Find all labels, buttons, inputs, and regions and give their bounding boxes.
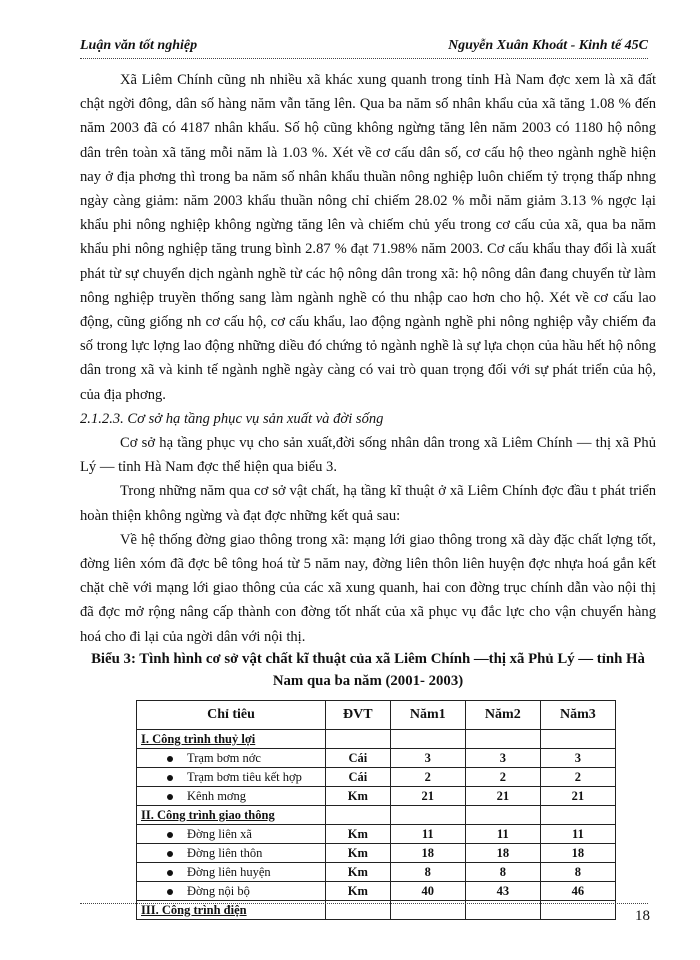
unit-cell: Km [326, 863, 391, 882]
table-row [137, 787, 616, 806]
document-body [80, 68, 656, 649]
value-cell: 3 [465, 749, 540, 768]
bullet-icon [167, 889, 173, 895]
table-header-row [137, 701, 616, 730]
bullet-icon [167, 756, 173, 762]
bullet-icon [167, 775, 173, 781]
group-label: II. Công trình giao thông [137, 806, 326, 825]
group-label: III. Công trình điện [137, 901, 326, 920]
unit-cell: Km [326, 882, 391, 901]
value-cell: 11 [390, 825, 465, 844]
bullet-icon [167, 870, 173, 876]
table-row [137, 844, 616, 863]
value-cell: 8 [540, 863, 615, 882]
value-cell: 43 [465, 882, 540, 901]
header-divider [80, 58, 648, 59]
item-cell [137, 749, 326, 768]
empty-cell [465, 730, 540, 749]
value-cell: 21 [540, 787, 615, 806]
column-header: ĐVT [326, 701, 391, 730]
value-cell: 3 [390, 749, 465, 768]
paragraph: Về hệ thống đờng giao thông trong xã: mạng lới giao thông trong xã dày đặc chất lợng tốt, đờng liên xóm đã đợc bê tông hoá từ 5 năm nay, đờng liên thôn liên huyện đợc nhựa hoá gắn kết chặt chẽ với mạng lới giao thông của các xã xung quanh, hai con đờng trục chính dẫn vào nội thị đã đợc mở rộng nâng cấp thành con đờng tốt nhất của xã phục vụ đắc lực cho vận chuyển hàng hoá cho đi lại của ngời dân với nội thị. [80, 531, 656, 645]
value-cell: 18 [390, 844, 465, 863]
empty-cell [540, 806, 615, 825]
item-label: Đờng liên huyện [187, 864, 271, 879]
item-cell [137, 882, 326, 901]
table-row [137, 882, 616, 901]
value-cell: 11 [540, 825, 615, 844]
bullet-icon [167, 851, 173, 857]
footer-divider [80, 903, 648, 904]
table-row [137, 863, 616, 882]
table-row [137, 825, 616, 844]
value-cell: 18 [465, 844, 540, 863]
value-cell: 11 [465, 825, 540, 844]
header-thesis-label: Luận văn tốt nghiệp [80, 38, 198, 53]
table-group-row [137, 730, 616, 749]
paragraph: Xã Liêm Chính cũng nh nhiều xã khác xung quanh trong tỉnh Hà Nam đợc xem là xã đất chật ngời đông, dân số hàng năm vẫn tăng lên. Qua ba năm số nhân khẩu của xã tăng 1.08 % đến năm 2003 đã có 4187 nhân khẩu. Số hộ cũng không ngừng tăng lên năm 2003 có 1180 hộ nông dân trên toàn xã tăng mỗi năm là 1.03 %. Xét về cơ cấu dân số, cơ cấu hộ theo ngành nghề hiện nay ở địa phơng thì trong ba năm số nhân khẩu thuần nông nghiệp luôn chiếm tỷ trọng thấp nhng ngày càng giảm: năm 2003 khẩu thuần nông chỉ chiếm 28.02 % mỗi năm giảm 3.13 % ngợc lại khẩu phi nông nghiệp không ngừng tăng lên và chiếm chủ yếu trong cơ cấu của xã, qua ba năm khẩu phi nông nghiệp tăng trung bình 2.87 % đạt 71.98% năm 2003. Cơ cấu khẩu thay đổi là xuất phát từ sự chuyển dịch ngành nghề từ các hộ nông dân trong xã: hộ nông dân đang chuyển từ làm nông nghiệp truyền thống sang làm ngành nghề có thu nhập cao hơn cho hộ. Xét về cơ cấu lao động, cũng giống nh cơ cấu hộ, cơ cấu khẩu, lao động ngành nghề phi nông nghiệp vẫy chiếm đa số trong lực lợng lao động những diều đó chứng tỏ ngành nghề là sự lựa chọn của hầu hết hộ nông dân trong xã và kinh tế ngành nghề ngày càng có vai trò quan trọng đối với sự phát triển của hộ, của địa phơng. [80, 72, 656, 403]
unit-cell: Km [326, 825, 391, 844]
value-cell: 2 [390, 768, 465, 787]
value-cell: 8 [390, 863, 465, 882]
unit-cell: Cái [326, 768, 391, 787]
empty-cell [465, 806, 540, 825]
item-label: Trạm bơm tiêu kết hợp [187, 769, 302, 784]
column-header: Năm2 [465, 701, 540, 730]
unit-cell: Km [326, 787, 391, 806]
value-cell: 2 [465, 768, 540, 787]
column-header: Chỉ tiêu [137, 701, 326, 730]
value-cell: 8 [465, 863, 540, 882]
paragraph: Cơ sở hạ tầng phục vụ cho sản xuất,đời sống nhân dân trong xã Liêm Chính — thị xã Phủ Lý — tỉnh Hà Nam đợc thể hiện qua biểu 3. [80, 435, 656, 476]
table-group-row [137, 806, 616, 825]
column-header: Năm1 [390, 701, 465, 730]
value-cell: 40 [390, 882, 465, 901]
unit-cell: Km [326, 844, 391, 863]
table-row [137, 749, 616, 768]
value-cell: 2 [540, 768, 615, 787]
empty-cell [390, 730, 465, 749]
table-body [137, 730, 616, 920]
page-number: 18 [635, 908, 650, 924]
item-label: Đờng liên xã [187, 826, 252, 841]
item-cell [137, 844, 326, 863]
value-cell: 3 [540, 749, 615, 768]
item-cell [137, 863, 326, 882]
unit-cell: Cái [326, 749, 391, 768]
bullet-icon [167, 794, 173, 800]
item-label: Kênh mơng [187, 788, 247, 803]
column-header: Năm3 [540, 701, 615, 730]
header-author: Nguyễn Xuân Khoát - Kinh tế 45C [448, 38, 648, 53]
value-cell: 46 [540, 882, 615, 901]
empty-cell [540, 730, 615, 749]
table-row [137, 768, 616, 787]
infrastructure-table [136, 700, 616, 920]
item-label: Trạm bơm nớc [187, 750, 261, 765]
bullet-icon [167, 832, 173, 838]
page-header [80, 38, 648, 58]
item-cell [137, 825, 326, 844]
paragraph: Trong những năm qua cơ sở vật chất, hạ tầng kĩ thuật ở xã Liêm Chính đợc đầu t phát triển hoàn thiện không ngừng và đạt đợc những kết quả sau: [80, 483, 656, 524]
value-cell: 18 [540, 844, 615, 863]
item-label: Đờng liên thôn [187, 845, 263, 860]
item-cell [137, 768, 326, 787]
table-caption: Biểu 3: Tình hình cơ sở vật chất kĩ thuật của xã Liêm Chính —thị xã Phủ Lý — tỉnh Hà Nam qua ba năm (2001- 2003) [91, 651, 645, 689]
empty-cell [326, 730, 391, 749]
empty-cell [326, 806, 391, 825]
group-label: I. Công trình thuỷ lợi [137, 730, 326, 749]
section-subheading: 2.1.2.3. Cơ sở hạ tầng phục vụ sản xuất và đời sống [80, 410, 384, 427]
item-label: Đờng nội bộ [187, 883, 250, 898]
value-cell: 21 [465, 787, 540, 806]
item-cell [137, 787, 326, 806]
empty-cell [390, 806, 465, 825]
value-cell: 21 [390, 787, 465, 806]
